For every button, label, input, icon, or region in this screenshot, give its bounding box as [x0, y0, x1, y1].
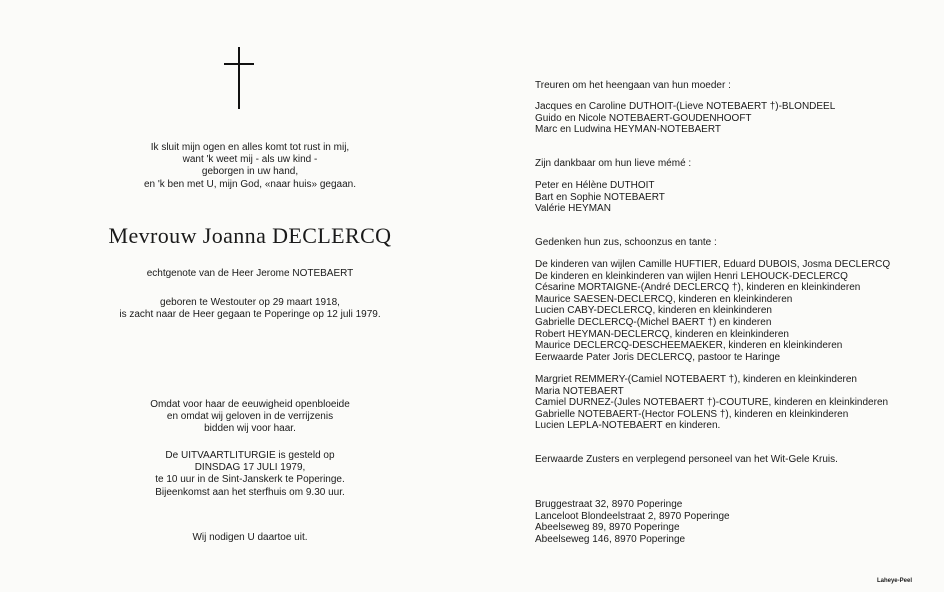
funeral-line: te 10 uur in de Sint-Janskerk te Poperinge. — [155, 474, 345, 486]
grandchildren-heading: Zijn dankbaar om hun lieve mémé : — [535, 158, 692, 169]
funeral-line: De UITVAARTLITURGIE is gesteld op — [165, 450, 335, 461]
mourn-heading: Treuren om het heengaan van hun moeder : — [535, 80, 731, 91]
address-line: Bruggestraat 32, 8970 Poperinge — [535, 499, 683, 510]
list-item: Marc en Ludwina HEYMAN-NOTEBAERT — [535, 124, 721, 136]
list-item: Césarine MORTAIGNE-(André DECLERCQ †), kinderen en kleinkinderen — [535, 282, 861, 294]
death-line: is zacht naar de Heer gegaan te Poperinge op 12 juli 1979. — [119, 309, 381, 321]
prayer-line: en omdat wij geloven in de verrijzenis — [166, 411, 334, 423]
grandchildren-list — [535, 180, 665, 215]
printer-mark: Laheye-Peel — [876, 578, 912, 584]
list-item: Eerwaarde Pater Joris DECLERCQ, pastoor te Haringe — [535, 351, 781, 363]
list-item: Camiel DURNEZ-(Jules NOTEBAERT †)-COUTURE, kinderen en kleinkinderen — [535, 397, 889, 409]
children-list — [535, 101, 835, 136]
siblings-list — [535, 259, 890, 363]
funeral-info — [60, 450, 440, 499]
cross-icon — [224, 47, 254, 109]
list-item: Jacques en Caroline DUTHOIT-(Lieve NOTEBAERT †)-BLONDEEL — [535, 101, 836, 112]
invitation-text: Wij nodigen U daartoe uit. — [192, 532, 308, 543]
list-item: Maurice DECLERCQ-DESCHEEMAEKER, kinderen en kleinkinderen — [535, 340, 843, 352]
poem-line: en 'k ben met U, mijn God, «naar huis» gegaan. — [143, 178, 357, 190]
address-line: Abeelseweg 89, 8970 Poperinge — [535, 522, 680, 534]
list-item: Valérie HEYMAN — [535, 203, 611, 215]
prayer-line: bidden wij voor haar. — [204, 423, 296, 435]
list-item: Lucien CABY-DECLERCQ, kinderen en kleinkinderen — [535, 305, 772, 317]
list-item: Robert HEYMAN-DECLERCQ, kinderen en kleinkinderen — [535, 328, 789, 340]
prayer — [60, 399, 440, 436]
sisters-line: Eerwaarde Zusters en verplegend personeel van het Wit-Gele Kruis. — [535, 454, 838, 465]
spouse-line — [60, 268, 440, 280]
deceased-name: Mevrouw Joanna DECLERCQ — [108, 223, 392, 248]
list-item: Bart en Sophie NOTEBAERT — [535, 191, 665, 203]
list-item: De kinderen van wijlen Camille HUFTIER, Eduard DUBOIS, Josma DECLERCQ — [535, 259, 891, 270]
poem-line: want 'k weet mij - als uw kind - — [182, 154, 318, 166]
siblings-heading: Gedenken hun zus, schoonzus en tante : — [535, 237, 717, 248]
inlaws-list — [535, 374, 888, 432]
list-item: Lucien LEPLA-NOTEBAERT en kinderen. — [535, 420, 721, 432]
list-item: Guido en Nicole NOTEBAERT-GOUDENHOOFT — [535, 112, 752, 124]
spouse-text: echtgenote van de Heer Jerome NOTEBAERT — [146, 268, 354, 279]
addresses — [535, 499, 730, 545]
poem-line: Ik sluit mijn ogen en alles komt tot rust in mij, — [150, 142, 350, 153]
invitation — [60, 532, 440, 544]
address-line: Lanceloot Blondeelstraat 2, 8970 Poperinge — [535, 510, 730, 522]
list-item: De kinderen en kleinkinderen van wijlen Henri LEHOUCK-DECLERCQ — [535, 270, 848, 282]
address-line: Abeelseweg 146, 8970 Poperinge — [535, 533, 686, 545]
list-item: Gabrielle DECLERCQ-(Michel BAERT †) en kinderen — [535, 316, 772, 328]
prayer-line: Omdat voor haar de eeuwigheid openbloeide — [150, 399, 350, 410]
poem — [60, 142, 440, 191]
funeral-line: DINSDAG 17 JULI 1979, — [194, 462, 306, 474]
list-item: Margriet REMMERY-(Camiel NOTEBAERT †), kinderen en kleinkinderen — [535, 374, 857, 385]
list-item: Maria NOTEBAERT — [535, 385, 624, 397]
list-item: Maurice SAESEN-DECLERCQ, kinderen en kleinkinderen — [535, 293, 793, 305]
birth-line: geboren te Westouter op 29 maart 1918, — [160, 297, 340, 308]
poem-line: geborgen in uw hand, — [201, 166, 299, 178]
birth-death — [60, 297, 440, 321]
funeral-line: Bijeenkomst aan het sterfhuis om 9.30 uur. — [155, 486, 345, 498]
list-item: Peter en Hélène DUTHOIT — [535, 180, 655, 191]
list-item: Gabrielle NOTEBAERT-(Hector FOLENS †), kinderen en kleinkinderen — [535, 408, 849, 420]
